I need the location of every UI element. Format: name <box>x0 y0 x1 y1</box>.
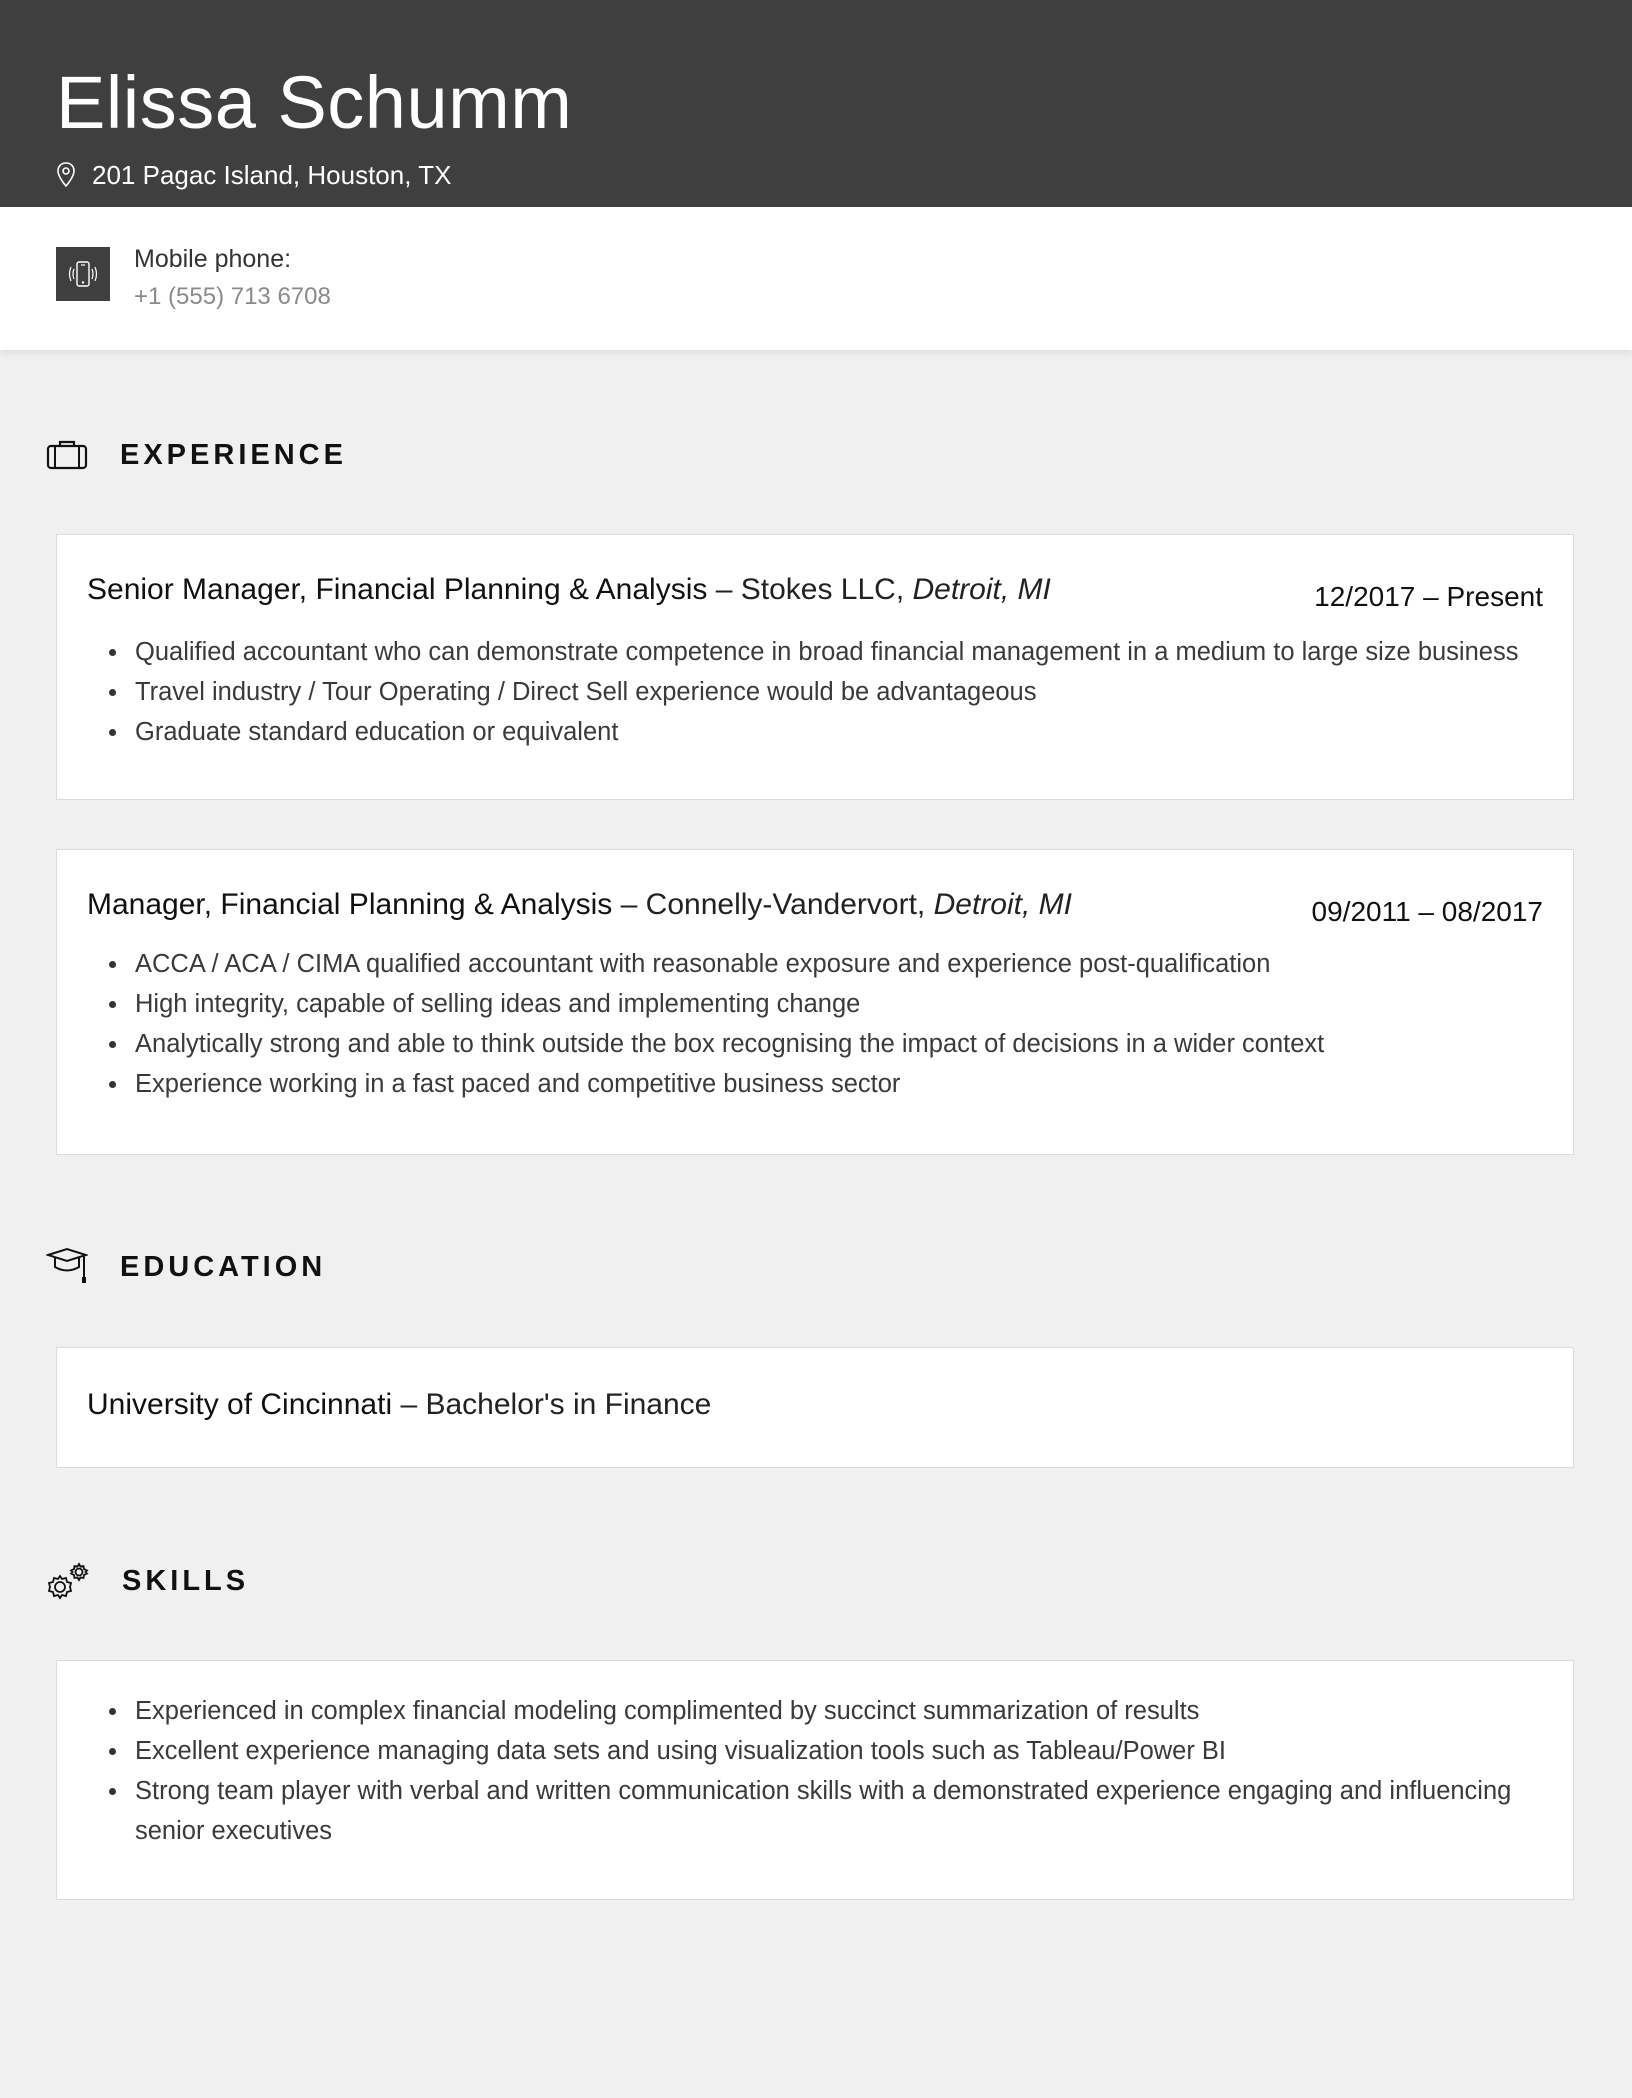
education-heading-label: EDUCATION <box>120 1250 327 1283</box>
skills-list <box>87 1691 1527 1851</box>
skills-heading <box>46 1559 249 1603</box>
contact-bar <box>0 207 1632 350</box>
phone-icon-box <box>56 247 110 301</box>
job-company: Connelly-Vandervort, <box>645 888 934 921</box>
skills-heading-label: SKILLS <box>122 1564 250 1597</box>
briefcase-icon <box>46 439 88 471</box>
job-company: Stokes LLC, <box>740 573 913 606</box>
mobile-phone-icon <box>66 257 100 291</box>
candidate-name: Elissa Schumm <box>56 61 573 144</box>
location-pin-icon <box>56 161 76 189</box>
job-bullets <box>87 632 1527 752</box>
education-card <box>56 1347 1574 1468</box>
job-separator: – <box>707 573 741 606</box>
job-heading <box>87 573 1051 607</box>
degree: Bachelor's in Finance <box>425 1388 712 1421</box>
school-name: University of Cincinnati <box>87 1388 393 1421</box>
list-item: Experience working in a fast paced and competitive business sector <box>135 1064 1527 1104</box>
experience-heading-label: EXPERIENCE <box>120 438 347 471</box>
skills-card <box>56 1660 1574 1900</box>
resume-header <box>0 0 1632 207</box>
graduation-cap-icon <box>46 1247 88 1287</box>
phone-label: Mobile phone: <box>134 245 292 273</box>
education-heading <box>46 1245 326 1289</box>
job-title: Senior Manager, Financial Planning & Analysis <box>87 573 708 606</box>
list-item: Analytically strong and able to think outside the box recognising the impact of decisions in a wider context <box>135 1024 1527 1064</box>
list-item: ACCA / ACA / CIMA qualified accountant with reasonable exposure and experience post-qualification <box>135 944 1527 984</box>
job-dates: 12/2017 – Present <box>1314 581 1543 612</box>
list-item: Qualified accountant who can demonstrate competence in broad financial management in a medium to large size business <box>135 632 1527 672</box>
gears-icon <box>46 1560 90 1602</box>
job-dates: 09/2011 – 08/2017 <box>1311 896 1543 927</box>
job-bullets <box>87 944 1527 1104</box>
list-item: Graduate standard education or equivalent <box>135 712 1527 752</box>
phone-number: +1 (555) 713 6708 <box>134 283 331 310</box>
education-entry <box>87 1388 711 1422</box>
job-title: Manager, Financial Planning & Analysis <box>87 888 613 921</box>
job-location: Detroit, MI <box>933 888 1072 921</box>
list-item: Excellent experience managing data sets and using visualization tools such as Tableau/Power BI <box>135 1731 1527 1771</box>
address-text: 201 Pagac Island, Houston, TX <box>92 159 452 190</box>
experience-card <box>56 534 1574 800</box>
experience-heading <box>46 433 347 477</box>
education-separator: – <box>392 1388 426 1421</box>
experience-card <box>56 849 1574 1155</box>
job-heading <box>87 888 1072 922</box>
job-location: Detroit, MI <box>912 573 1051 606</box>
job-separator: – <box>612 888 646 921</box>
list-item: Strong team player with verbal and written communication skills with a demonstrated experience engaging and influencing senior executives <box>135 1771 1527 1851</box>
list-item: Travel industry / Tour Operating / Direct Sell experience would be advantageous <box>135 672 1527 712</box>
list-item: High integrity, capable of selling ideas and implementing change <box>135 984 1527 1024</box>
list-item: Experienced in complex financial modeling complimented by succinct summarization of results <box>135 1691 1527 1731</box>
address <box>56 157 451 193</box>
